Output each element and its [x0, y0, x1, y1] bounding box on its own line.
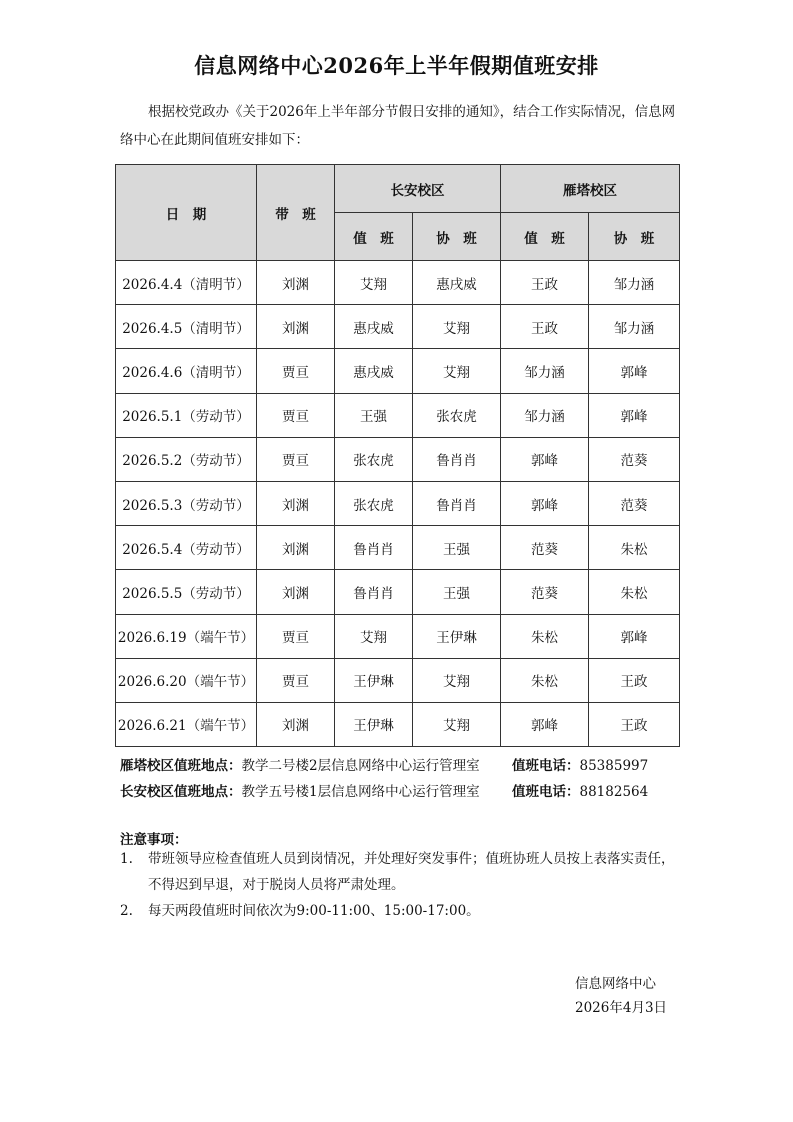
cell-changan-duty: 王强 — [335, 393, 413, 437]
cell-yanta-duty: 郭峰 — [501, 481, 589, 525]
cell-leader: 刘渊 — [257, 305, 335, 349]
cell-leader: 贾亘 — [257, 658, 335, 702]
yanta-location-line — [120, 754, 649, 774]
document-title: 信息网络中心2026年上半年假期值班安排 — [194, 53, 599, 78]
cell-leader: 贾亘 — [257, 437, 335, 481]
yanta-location-place: 教学二号楼2层信息网络中心运行管理室 — [241, 758, 480, 774]
table-row — [116, 526, 680, 570]
cell-changan-assist: 张农虎 — [413, 393, 501, 437]
cell-changan-assist: 鲁肖肖 — [413, 481, 501, 525]
cell-yanta-duty: 郭峰 — [501, 702, 589, 746]
cell-date: 2026.5.3（劳动节） — [116, 481, 257, 525]
note-item-1 — [120, 846, 680, 898]
cell-date: 2026.6.21（端午节） — [116, 702, 257, 746]
cell-yanta-assist: 邹力涵 — [589, 305, 680, 349]
cell-changan-duty: 张农虎 — [335, 437, 413, 481]
header-changan-campus: 长安校区 — [335, 165, 501, 213]
cell-yanta-duty: 邹力涵 — [501, 349, 589, 393]
cell-changan-assist: 艾翔 — [413, 702, 501, 746]
table-row — [116, 261, 680, 305]
note-number: 1. — [120, 851, 133, 867]
cell-date: 2026.5.4（劳动节） — [116, 526, 257, 570]
cell-yanta-duty: 王政 — [501, 305, 589, 349]
cell-yanta-duty: 郭峰 — [501, 437, 589, 481]
note-item-2 — [120, 898, 680, 924]
note-text: 带班领导应检查值班人员到岗情况，并处理好突发事件；值班协班人员按上表落实责任，不得迟到早退，对于脱岗人员将严肃处理。 — [148, 851, 675, 893]
cell-leader: 刘渊 — [257, 570, 335, 614]
note-number: 2. — [120, 903, 133, 919]
cell-date: 2026.4.5（清明节） — [116, 305, 257, 349]
cell-yanta-duty: 朱松 — [501, 658, 589, 702]
cell-yanta-duty: 邹力涵 — [501, 393, 589, 437]
header-leader: 带 班 — [257, 165, 335, 261]
table-row — [116, 614, 680, 658]
signature-date: 2026年4月3日 — [575, 1000, 668, 1016]
cell-yanta-assist: 邹力涵 — [589, 261, 680, 305]
cell-date: 2026.5.2（劳动节） — [116, 437, 257, 481]
notes-heading: 注意事项： — [120, 832, 188, 848]
cell-changan-assist: 艾翔 — [413, 305, 501, 349]
cell-leader: 刘渊 — [257, 526, 335, 570]
changan-phone — [512, 780, 648, 800]
cell-yanta-assist: 朱松 — [589, 526, 680, 570]
cell-changan-assist: 艾翔 — [413, 658, 501, 702]
cell-yanta-duty: 王政 — [501, 261, 589, 305]
cell-yanta-assist: 范葵 — [589, 481, 680, 525]
cell-date: 2026.5.5（劳动节） — [116, 570, 257, 614]
yanta-phone-number: 85385997 — [579, 758, 649, 774]
yanta-phone-label: 值班电话： — [512, 758, 580, 774]
changan-location-place: 教学五号楼1层信息网络中心运行管理室 — [241, 784, 480, 800]
cell-date: 2026.4.6（清明节） — [116, 349, 257, 393]
yanta-phone — [512, 754, 648, 774]
cell-yanta-duty: 朱松 — [501, 614, 589, 658]
cell-yanta-duty: 范葵 — [501, 526, 589, 570]
intro-text: 根据校党政办《关于2026年上半年部分节假日安排的通知》，结合工作实际情况，信息网络中心在此期间值班安排如下： — [120, 104, 676, 148]
cell-yanta-duty: 范葵 — [501, 570, 589, 614]
header-yanta-duty: 值 班 — [501, 213, 589, 261]
changan-phone-number: 88182564 — [579, 784, 649, 800]
cell-changan-duty: 艾翔 — [335, 261, 413, 305]
cell-changan-assist: 艾翔 — [413, 349, 501, 393]
cell-changan-assist: 王强 — [413, 526, 501, 570]
cell-changan-assist: 王伊琳 — [413, 614, 501, 658]
changan-location-label: 长安校区值班地点： — [120, 784, 242, 800]
cell-changan-assist: 王强 — [413, 570, 501, 614]
cell-changan-duty: 王伊琳 — [335, 658, 413, 702]
cell-yanta-assist: 郭峰 — [589, 393, 680, 437]
cell-yanta-assist: 郭峰 — [589, 349, 680, 393]
cell-changan-duty: 鲁肖肖 — [335, 570, 413, 614]
cell-date: 2026.6.19（端午节） — [116, 614, 257, 658]
changan-phone-label: 值班电话： — [512, 784, 580, 800]
header-changan-assist: 协 班 — [413, 213, 501, 261]
header-yanta-assist: 协 班 — [589, 213, 680, 261]
cell-yanta-assist: 范葵 — [589, 437, 680, 481]
cell-leader: 贾亘 — [257, 614, 335, 658]
cell-date: 2026.4.4（清明节） — [116, 261, 257, 305]
cell-changan-duty: 鲁肖肖 — [335, 526, 413, 570]
cell-date: 2026.6.20（端午节） — [116, 658, 257, 702]
changan-location-line — [120, 780, 649, 800]
yanta-location-label: 雁塔校区值班地点： — [120, 758, 242, 774]
cell-yanta-assist: 朱松 — [589, 570, 680, 614]
cell-changan-duty: 艾翔 — [335, 614, 413, 658]
header-changan-duty: 值 班 — [335, 213, 413, 261]
table-row — [116, 349, 680, 393]
header-yanta-campus: 雁塔校区 — [501, 165, 680, 213]
cell-yanta-assist: 王政 — [589, 702, 680, 746]
cell-changan-duty: 惠戌威 — [335, 349, 413, 393]
cell-leader: 贾亘 — [257, 349, 335, 393]
cell-leader: 贾亘 — [257, 393, 335, 437]
table-row — [116, 437, 680, 481]
header-date: 日 期 — [116, 165, 257, 261]
cell-date: 2026.5.1（劳动节） — [116, 393, 257, 437]
table-row — [116, 305, 680, 349]
cell-changan-duty: 惠戌威 — [335, 305, 413, 349]
cell-changan-assist: 鲁肖肖 — [413, 437, 501, 481]
cell-changan-duty: 王伊琳 — [335, 702, 413, 746]
table-row — [116, 658, 680, 702]
signature-org: 信息网络中心 — [575, 976, 656, 992]
cell-changan-assist: 惠戌威 — [413, 261, 501, 305]
table-row — [116, 570, 680, 614]
cell-leader: 刘渊 — [257, 702, 335, 746]
cell-yanta-assist: 郭峰 — [589, 614, 680, 658]
cell-changan-duty: 张农虎 — [335, 481, 413, 525]
intro-paragraph — [120, 98, 680, 154]
cell-leader: 刘渊 — [257, 481, 335, 525]
duty-schedule-table — [115, 164, 680, 747]
cell-leader: 刘渊 — [257, 261, 335, 305]
cell-yanta-assist: 王政 — [589, 658, 680, 702]
table-row — [116, 702, 680, 746]
note-text: 每天两段值班时间依次为9:00-11:00、15:00-17:00。 — [148, 903, 480, 919]
table-row — [116, 393, 680, 437]
table-row — [116, 481, 680, 525]
